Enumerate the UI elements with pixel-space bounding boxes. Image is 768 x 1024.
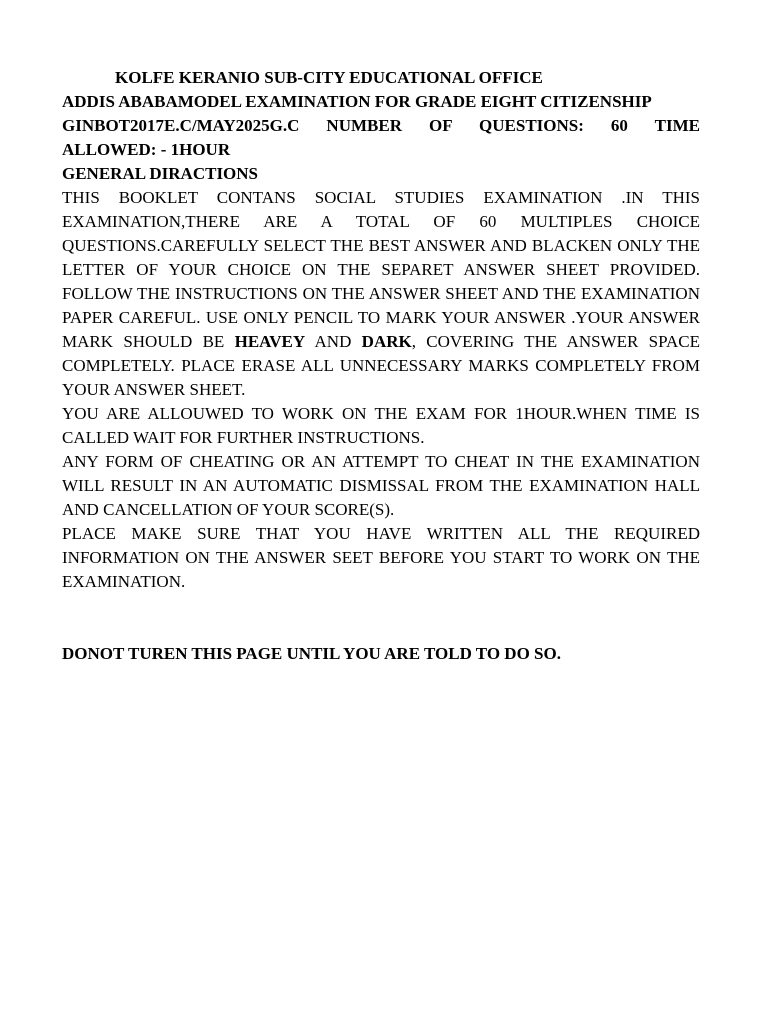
do-not-turn-warning: DONOT TUREN THIS PAGE UNTIL YOU ARE TOLD TO DO SO.	[62, 644, 561, 663]
exam-cover-page	[62, 66, 700, 666]
emphasis-dark: DARK	[361, 332, 412, 351]
time-allowed: ALLOWED: - 1HOUR	[62, 140, 231, 159]
directions-p1-and: AND	[305, 332, 362, 351]
directions-paragraph-1	[62, 186, 700, 402]
directions-paragraph-2: YOU ARE ALLOUWED TO WORK ON THE EXAM FOR 1HOUR.WHEN TIME IS CALLED WAIT FOR FURTHER INSTRUCTIONS.	[62, 404, 700, 447]
directions-paragraph-4: PLACE MAKE SURE THAT YOU HAVE WRITTEN ALL THE REQUIRED INFORMATION ON THE ANSWER SEET BEFORE YOU START TO WORK ON THE EXAMINATION.	[62, 524, 700, 591]
directions-p1-rest: , COVERING THE ANSWER SPACE COMPLETELY. PLACE ERASE ALL UNNECESSARY MARKS COMPLETELY FROM YOUR ANSWER SHEET.	[62, 332, 700, 399]
section-heading: GENERAL DIRACTIONS	[62, 164, 259, 183]
directions-p1-text: THIS BOOKLET CONTANS SOCIAL STUDIES EXAMINATION .IN THIS EXAMINATION,THERE ARE A TOTAL OF 60 MULTIPLES CHOICE QUESTIONS.CAREFULLY SELECT THE BEST ANSWER AND BLACKEN ONLY THE LETTER OF YOUR CHOICE ON THE SEPARET ANSWER SHEET PROVIDED. FOLLOW THE INSTRUCTIONS ON THE ANSWER SHEET AND THE EXAMINATION PAPER CAREFUL. USE ONLY PENCIL TO MARK YOUR ANSWER .YOUR ANSWER MARK SHOULD BE	[62, 188, 700, 351]
directions-paragraph-3: ANY FORM OF CHEATING OR AN ATTEMPT TO CHEAT IN THE EXAMINATION WILL RESULT IN AN AUTOMATIC DISMISSAL FROM THE EXAMINATION HALL AND CANCELLATION OF YOUR SCORE(S).	[62, 452, 700, 519]
exam-date-line: GINBOT2017E.C/MAY2025G.C NUMBER OF QUESTIONS: 60 TIME	[62, 116, 700, 135]
exam-title: ADDIS ABABAMODEL EXAMINATION FOR GRADE EIGHT CITIZENSHIP	[62, 92, 652, 111]
emphasis-heavey: HEAVEY	[234, 332, 306, 351]
office-heading: KOLFE KERANIO SUB-CITY EDUCATIONAL OFFICE	[115, 68, 543, 87]
